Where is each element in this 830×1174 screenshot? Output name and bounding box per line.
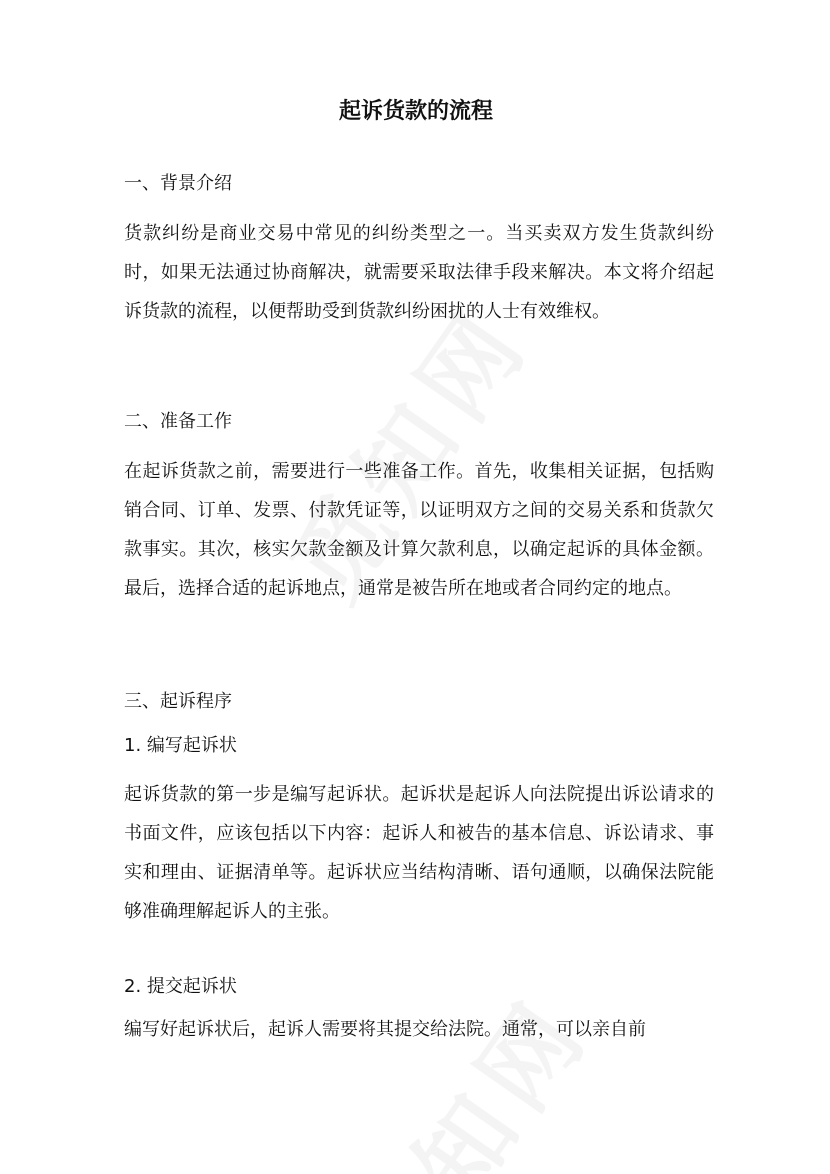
- subsection-heading-submit-complaint: 2. 提交起诉状: [124, 976, 237, 997]
- subsection-paragraph-submit-complaint: 编写好起诉状后，起诉人需要将其提交给法院。通常，可以亲自前: [124, 1019, 646, 1040]
- section-heading-preparation: 二、准备工作: [124, 411, 232, 432]
- section-heading-procedure: 三、起诉程序: [124, 691, 232, 712]
- section-paragraph-preparation: 在起诉货款之前，需要进行一些准备工作。首先，收集相关证据，包括购销合同、订单、发票、付款凭证等，以证明双方之间的交易关系和货款欠款事实。其次，核实欠款金额及计算欠款利息，以确定起诉的具体金额。最后，选择合适的起诉地点，通常是被告所在地或者合同约定的地点。: [124, 461, 714, 599]
- subsection-paragraph-write-complaint: 起诉货款的第一步是编写起诉状。起诉状是起诉人向法院提出诉讼请求的书面文件，应该包括以下内容：起诉人和被告的基本信息、诉讼请求、事实和理由、证据清单等。起诉状应当结构清晰、语句通顺，以确保法院能够准确理解起诉人的主张。: [124, 784, 714, 922]
- section-paragraph-background: 货款纠纷是商业交易中常见的纠纷类型之一。当买卖双方发生货款纠纷时，如果无法通过协商解决，就需要采取法律手段来解决。本文将介绍起诉货款的流程，以便帮助受到货款纠纷困扰的人士有效维权。: [124, 223, 714, 322]
- watermark: [314, 964, 616, 1174]
- document-title: 起诉货款的流程: [338, 99, 493, 124]
- subsection-heading-write-complaint: 1. 编写起诉状: [124, 735, 237, 756]
- section-heading-background: 一、背景介绍: [124, 173, 232, 194]
